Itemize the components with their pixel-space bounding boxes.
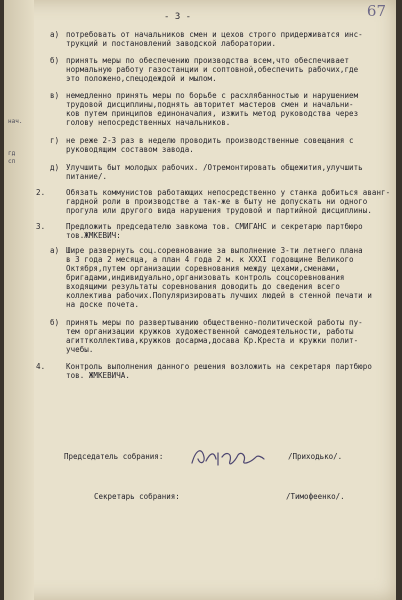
text-line: агиттколлектива,кружков досарма,досава Кр.Креста и кружки полит- — [66, 336, 359, 345]
paragraph-marker: 4. — [36, 362, 46, 371]
text-line: трукций и постановлений заводской лаборатории. — [66, 39, 277, 48]
text-line: немедленно принять меры по борьбе с расхлябанностью и нарушением — [66, 91, 359, 100]
text-line: тем организации кружков художественной самодеятельности, работы — [66, 327, 354, 336]
margin-note: гд — [8, 150, 16, 157]
text-line: голову непосредственных начальников. — [66, 118, 231, 127]
text-line: принять меры по обеспечению производства всем,что обеспечивает — [66, 56, 350, 65]
handwritten-signature — [188, 443, 266, 471]
text-line: трудовой дисциплины,поднять авторитет мастеров смен и начальни- — [66, 100, 354, 109]
paragraph-marker: в) — [50, 91, 60, 100]
text-line: бригадами,индивидуально,организовать контроль соцсоревнования — [66, 273, 345, 282]
text-line: это положено,спецодеждой и мылом. — [66, 74, 217, 83]
paragraph-marker: 2. — [36, 188, 46, 197]
text-line: не реже 2-3 раз в неделю проводить производственные совещания с — [66, 136, 354, 145]
text-line: Улучшить быт молодых рабочих. /Отремонтировать общежития,улучшить — [66, 163, 363, 172]
text-line: коллектива рабочих.Популяризировать лучших людей в стенной печати и — [66, 291, 372, 300]
text-line: Предложить председателю завкома тов. СМИГАНС и секретарю партбюро — [66, 222, 363, 231]
paragraph-marker: а) — [50, 246, 60, 255]
chair-label: Председатель собрания: — [64, 452, 164, 461]
document-page — [4, 0, 396, 600]
text-line: учебы. — [66, 345, 94, 354]
text-line: Октября,путем организации соревнования между цехами,сменами, — [66, 264, 340, 273]
secretary-name: /Тимофеенко/. — [286, 492, 345, 501]
binding-edge — [4, 0, 34, 600]
text-line: на доске почета. — [66, 300, 140, 309]
text-line: прогула или другого вида нарушения трудовой и партийной дисциплины. — [66, 206, 372, 215]
text-line: потребовать от начальников смен и цехов строго придерживатся инс- — [66, 30, 363, 39]
text-line: входящими результаты соревнования доводить до сведения всего — [66, 282, 340, 291]
margin-note: нач. — [8, 118, 23, 125]
text-line: тов. ЖМКЕВИЧА. — [66, 371, 130, 380]
text-line: принять меры по развертыванию общественно-политической работы пу- — [66, 318, 363, 327]
folio-number: 67 — [366, 2, 386, 20]
text-line: гардной роли в производстве а так-же в быту не допускать ни одного — [66, 197, 368, 206]
text-line: руководящим составом завода. — [66, 145, 194, 154]
chair-name: /Приходько/. — [288, 452, 343, 461]
paragraph-marker: а) — [50, 30, 60, 39]
margin-note: сп — [8, 158, 16, 165]
text-line: нормальную работу газостанции и соптовной,обеспечить рабочих,где — [66, 65, 359, 74]
text-line: в 3 года 2 месяца, а план 4 года 2 м. к XXXI годовщине Великого — [66, 255, 354, 264]
text-line: Контроль выполнения данного решения возложить на секретаря партбюро — [66, 362, 372, 371]
paragraph-marker: б) — [50, 56, 60, 65]
paragraph-marker: д) — [50, 163, 60, 172]
text-line: тов.ЖМКЕВИЧ: — [66, 231, 121, 240]
text-line: питание/. — [66, 172, 108, 181]
page-number: - 3 - — [164, 12, 192, 22]
text-line: ков путем принципов единоначалия, изжить метод руководства через — [66, 109, 359, 118]
secretary-label: Секретарь собрания: — [94, 492, 180, 501]
paragraph-marker: г) — [50, 136, 60, 145]
text-line: Обязать коммунистов работающих непосредственно у станка добиться аванг- — [66, 188, 391, 197]
paragraph-marker: б) — [50, 318, 60, 327]
paragraph-marker: 3. — [36, 222, 46, 231]
text-line: Шире развернуть соц.соревнование за выполнение 3-ти летнего плана — [66, 246, 363, 255]
